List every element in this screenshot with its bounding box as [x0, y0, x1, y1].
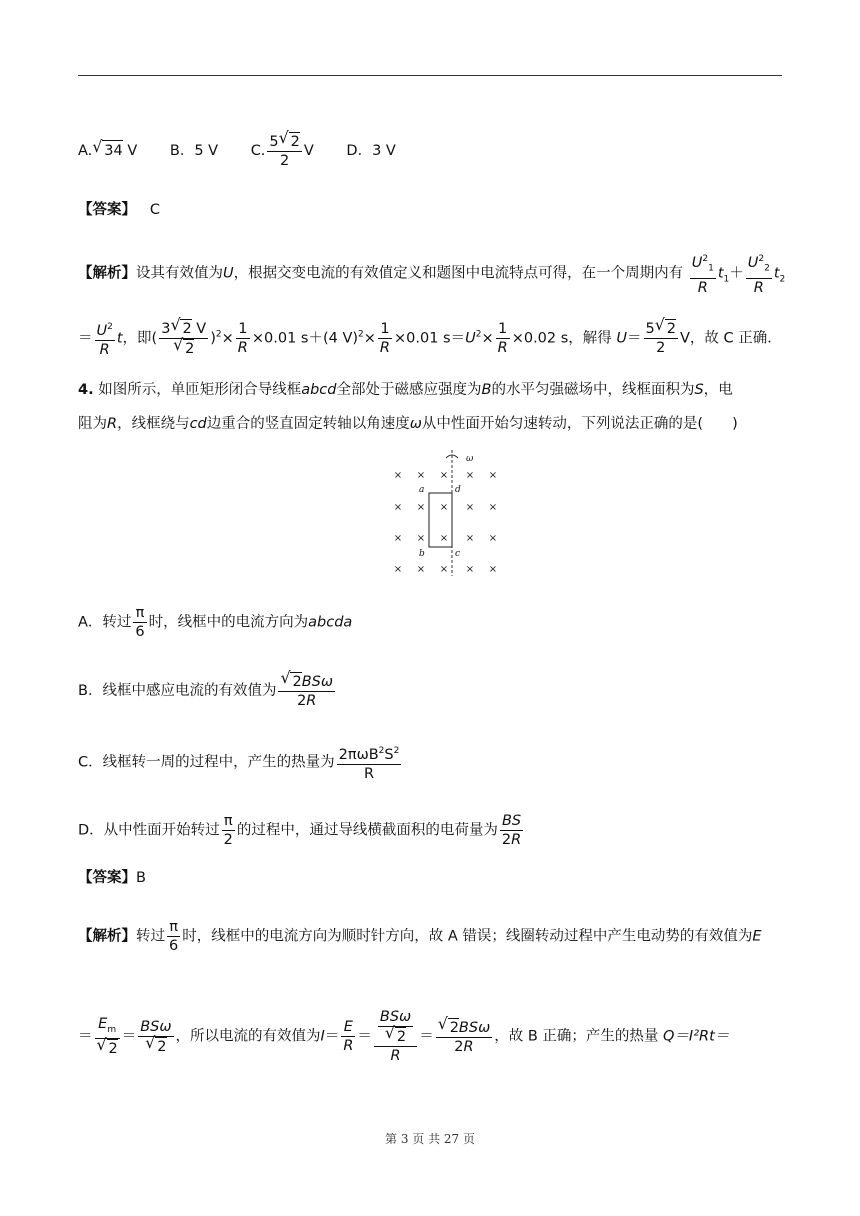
- svg-text:×: ×: [393, 502, 403, 513]
- analysis-line2: ＝ $E_m$ √ 2 ＝ BSω √ 2 ，所以电流的有效值为I＝ $\frac{E}{R}$ ＝ BSω √ 2 R ＝ √ $\frac{\text{2BSω}}{2R}$ ，故 B 正确；产生的热量 Q＝I²Rt＝: [78, 1008, 729, 1065]
- svg-text:×: ×: [465, 502, 475, 513]
- svg-text:×: ×: [416, 564, 426, 575]
- option-d-row: D．从中性面开始转过 $\frac{\pi}{2}$ 的过程中，通过导线横截面积的电荷量为 $\frac{BS}{2R}$: [78, 813, 522, 848]
- prev-analysis-line1: 【解析】设其有效值为U，根据交变电流的有效值定义和题图中电流特点可得，在一个周期内有 $\frac{U^2_1}{R}$ $t_1+$ $\frac{U^2_2}{R}$ $t_2$: [78, 250, 785, 297]
- question-line1: 4. 如图所示，单匝矩形闭合导线框abcd全部处于磁感应强度为B的水平匀强磁场中，线框面积为S，电: [78, 382, 733, 398]
- option-b-row: B．线框中感应电流的有效值为 √ $\frac{\text{2BSω}}{2R}$: [78, 672, 337, 710]
- answer: 【答案】B: [78, 870, 146, 886]
- option-b: B．5 V: [169, 143, 219, 159]
- question-line2: 阻为R，线框绕与cd边重合的竖直固定转轴以角速度ω从中性面开始匀速转动，下列说法正确的是( ): [78, 416, 738, 432]
- corner-d: d: [455, 485, 461, 495]
- svg-text:×: ×: [439, 502, 449, 513]
- svg-text:×: ×: [393, 470, 403, 481]
- magnetic-field-figure: [386, 448, 506, 578]
- corner-c: c: [455, 549, 461, 559]
- svg-text:×: ×: [488, 502, 498, 513]
- option-a-row: A．转过 $\frac{\pi}{6}$ 时，线框中的电流方向为abcda: [78, 605, 353, 640]
- svg-text:×: ×: [416, 470, 426, 481]
- svg-text:×: ×: [465, 564, 475, 575]
- option-c-row: C．线框转一周的过程中，产生的热量为 $\frac{2\pi\omega B^2S^2}{R}$: [78, 742, 403, 783]
- corner-b: b: [419, 549, 425, 559]
- svg-text:×: ×: [439, 564, 449, 575]
- svg-text:×: ×: [488, 533, 498, 544]
- svg-text:×: ×: [416, 502, 426, 513]
- prev-answer: 【答案】 C: [78, 202, 160, 218]
- svg-text:×: ×: [393, 533, 403, 544]
- analysis-line1: 【解析】转过 $\frac{\pi}{6}$ 时，线框中的电流方向为顺时针方向，故 A 错误；线圈转动过程中产生电动势的有效值为E: [78, 919, 762, 954]
- svg-text:×: ×: [416, 533, 426, 544]
- option-a: A.√ 34 V: [78, 143, 137, 159]
- omega-label: ω: [466, 454, 474, 464]
- option-c: C. $\frac{5√ 2}{2}$ V: [251, 143, 314, 159]
- prev-analysis-line2: ＝ $\frac{U^2}{R}$ t，即( 3√ 2 V √ 2 )$^2$× $\frac{1}{R}$ ×0.01 s＋(4 V)$^2$× $\frac{1}{R}$ ×0.01 $s=U^2\times$ $\frac{1}{R}$ ×0.02 s，解得 U＝ $\frac{5√ 2}{2}$ V，故 C 正确．: [78, 318, 782, 359]
- option-d: D．3 V: [346, 143, 396, 159]
- svg-text:×: ×: [488, 470, 498, 481]
- svg-text:×: ×: [488, 564, 498, 575]
- page-footer: 第 3 页 共 27 页: [385, 1132, 475, 1146]
- svg-text:×: ×: [465, 470, 475, 481]
- svg-text:×: ×: [393, 564, 403, 575]
- svg-text:×: ×: [439, 470, 449, 481]
- header-rule: [78, 75, 782, 76]
- corner-a: a: [419, 485, 425, 495]
- svg-text:×: ×: [465, 533, 475, 544]
- prev-options: [78, 132, 396, 170]
- svg-text:×: ×: [439, 533, 449, 544]
